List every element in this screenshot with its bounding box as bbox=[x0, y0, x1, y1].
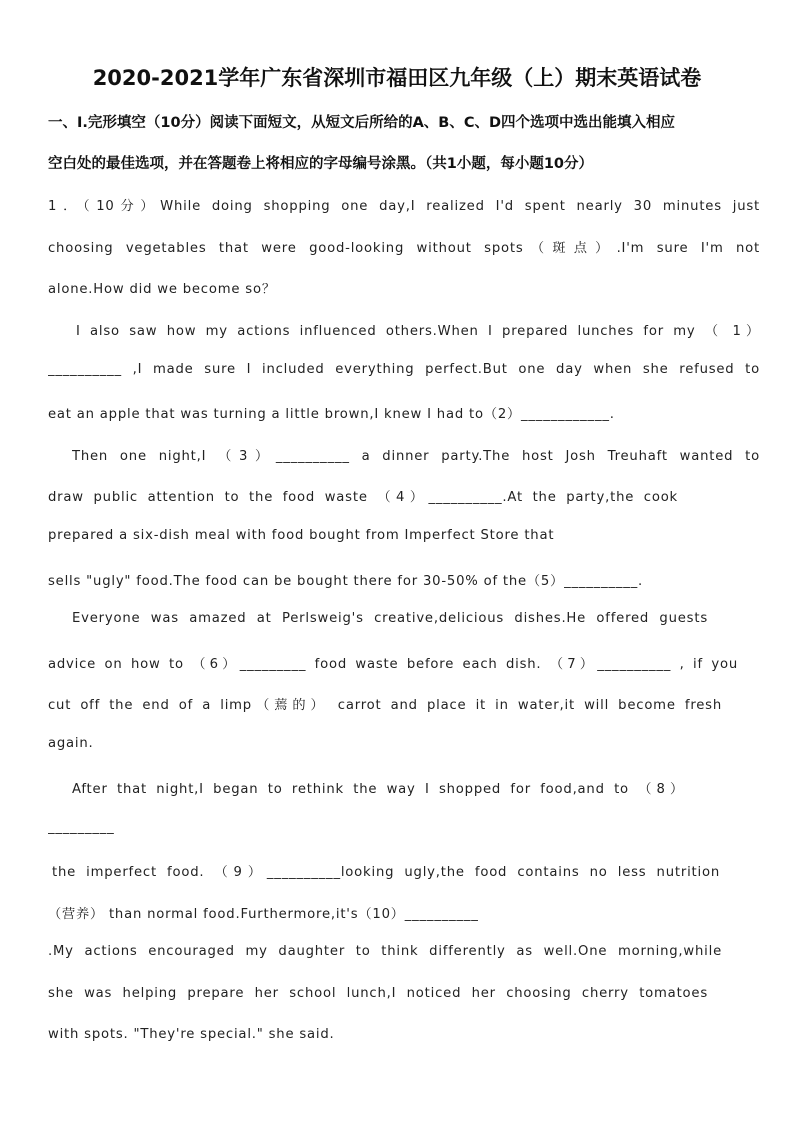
passage-line: with spots. "They're special." she said. bbox=[48, 1027, 335, 1042]
passage-line: __________ ,I made sure I included everything perfect.But one day when she refused to bbox=[48, 362, 760, 377]
passage-line: sells "ugly" food.The food can be bought there for 30-50% of the（5）__________. bbox=[48, 574, 644, 589]
page-title: 2020-2021学年广东省深圳市福田区九年级（上）期末英语试卷 bbox=[92, 66, 702, 90]
passage-line: _________ bbox=[48, 820, 115, 835]
passage-line: （营养） than normal food.Furthermore,it's（10）__________ bbox=[48, 907, 479, 922]
passage-line: .My actions encouraged my daughter to think differently as well.One morning,while bbox=[48, 944, 722, 959]
passage-line: the imperfect food. （9）__________looking ugly,the food contains no less nutrition bbox=[52, 865, 720, 880]
passage-line: After that night,I began to rethink the way I shopped for food,and to （8） bbox=[72, 782, 684, 797]
section-heading-line-1: 一、I.完形填空（10分）阅读下面短文，从短文后所给的A、B、C、D四个选项中选出能填入相应 bbox=[48, 115, 676, 131]
passage-line: again. bbox=[48, 736, 94, 751]
passage-line: draw public attention to the food waste （4）__________.At the party,the cook bbox=[48, 490, 678, 505]
passage-line: Everyone was amazed at Perlsweig's creative,delicious dishes.He offered guests bbox=[72, 611, 708, 626]
passage-line: advice on how to （6）_________ food waste before each dish. （7）__________ , if you bbox=[48, 657, 738, 672]
passage-line: alone.How did we become so？ bbox=[48, 282, 276, 297]
passage-line: Then one night,I （3）__________ a dinner party.The host Josh Treuhaft wanted to bbox=[72, 449, 760, 464]
passage-line: prepared a six-dish meal with food bought from Imperfect Store that bbox=[48, 528, 555, 543]
section-heading-line-2: 空白处的最佳选项，并在答题卷上将相应的字母编号涂黑。（共1小题，每小题10分） bbox=[48, 156, 594, 172]
passage-line: 1．（10分）While doing shopping one day,I realized I'd spent nearly 30 minutes just bbox=[48, 199, 760, 214]
passage-line: I also saw how my actions influenced others.When I prepared lunches for my （ 1） bbox=[76, 324, 760, 339]
passage-line: she was helping prepare her school lunch,I noticed her choosing cherry tomatoes bbox=[48, 986, 708, 1001]
passage-line: eat an apple that was turning a little brown,I knew I had to（2）____________. bbox=[48, 407, 615, 422]
passage-line: cut off the end of a limp（蔫的） carrot and place it in water,it will become fresh bbox=[48, 698, 722, 713]
passage-line: choosing vegetables that were good-looking without spots（斑点）.I'm sure I'm not bbox=[48, 241, 760, 256]
